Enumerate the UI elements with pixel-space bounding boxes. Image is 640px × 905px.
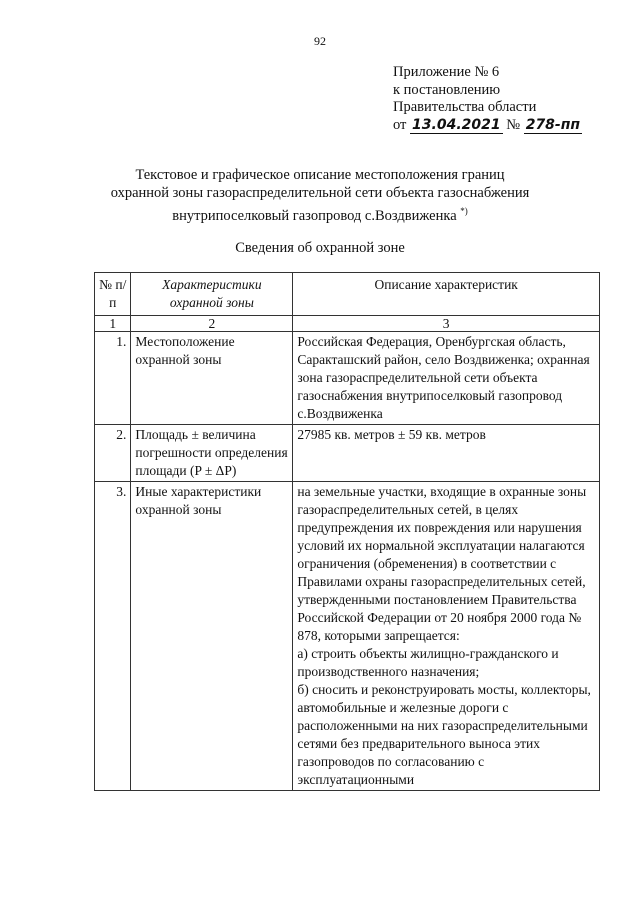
table-row: [95, 482, 600, 791]
title-line-2: охранной зоны газораспределительной сети объекта газоснабжения: [110, 185, 530, 201]
table-row: [95, 332, 600, 425]
header-characteristic: Характеристики охранной зоны: [131, 273, 293, 316]
title-line-3: [0, 202, 640, 225]
row-number: 2.: [95, 425, 131, 482]
table-header-row: [95, 273, 600, 316]
row-description: Российская Федерация, Оренбургская область, Саракташский район, село Воздвиженка; охранная зона газораспределительной сети объекта газоснабжения внутрипоселковый газопровод с.Воздвиженка: [293, 332, 600, 425]
row-characteristic: Площадь ± величина погрешности определения площади (P ± ΔP): [131, 425, 293, 482]
row-characteristic: Иные характеристики охранной зоны: [131, 482, 293, 791]
column-number-3: 3: [293, 316, 600, 332]
date-prefix: от: [393, 116, 407, 133]
handwritten-number: 278-пп: [525, 116, 581, 133]
column-number-2: 2: [131, 316, 293, 332]
column-numbers-row: [95, 316, 600, 332]
page-number: 92: [314, 34, 326, 48]
appendix-date-line: [393, 117, 582, 135]
column-number-1: 1: [95, 316, 131, 332]
title-line-1: Текстовое и графическое описание местоположения границ: [135, 167, 505, 183]
row-description-text: на земельные участки, входящие в охранные зоны газораспределительных сетей, в целях предупреждения их повреждения или нарушения условий их нормальной эксплуатации налагаются ограничения (обременения) в соответствии с Правилами охраны газораспределительных сетей, утвержденными постановлением Правительства Российской Федерации от 20 ноября 2000 года № 878, которыми запрещается:: [297, 484, 587, 643]
handwritten-date: 13.04.2021: [412, 116, 501, 133]
row-number: 1.: [95, 332, 131, 425]
protection-zone-table: [94, 272, 600, 791]
title-line-3-text: внутрипоселковый газопровод с.Воздвиженка: [172, 207, 457, 224]
table-row: [95, 425, 600, 482]
section-subtitle: Сведения об охранной зоне: [235, 240, 405, 256]
appendix-line-1: Приложение № 6: [393, 64, 500, 80]
row-characteristic: Местоположение охранной зоны: [131, 332, 293, 425]
restriction-item-a: а) строить объекты жилищно-гражданского и производственного назначения;: [297, 646, 559, 679]
document-title: [0, 166, 640, 225]
header-number: № п/п: [95, 273, 131, 316]
row-description: 27985 кв. метров ± 59 кв. метров: [293, 425, 600, 482]
row-description: [293, 482, 600, 791]
header-description: Описание характеристик: [293, 273, 600, 316]
row-number: 3.: [95, 482, 131, 791]
appendix-line-3: Правительства области: [393, 99, 537, 115]
footnote-mark: *): [460, 206, 468, 216]
number-sign: №: [506, 116, 521, 133]
restriction-item-b: б) сносить и реконструировать мосты, коллекторы, автомобильные и железные дороги с расположенными на них газораспределительными сетями без предварительного выноса этих газопроводов по согласованию с эксплуатационными: [297, 682, 591, 787]
appendix-line-2: к постановлению: [393, 81, 501, 98]
appendix-header: [393, 64, 582, 134]
